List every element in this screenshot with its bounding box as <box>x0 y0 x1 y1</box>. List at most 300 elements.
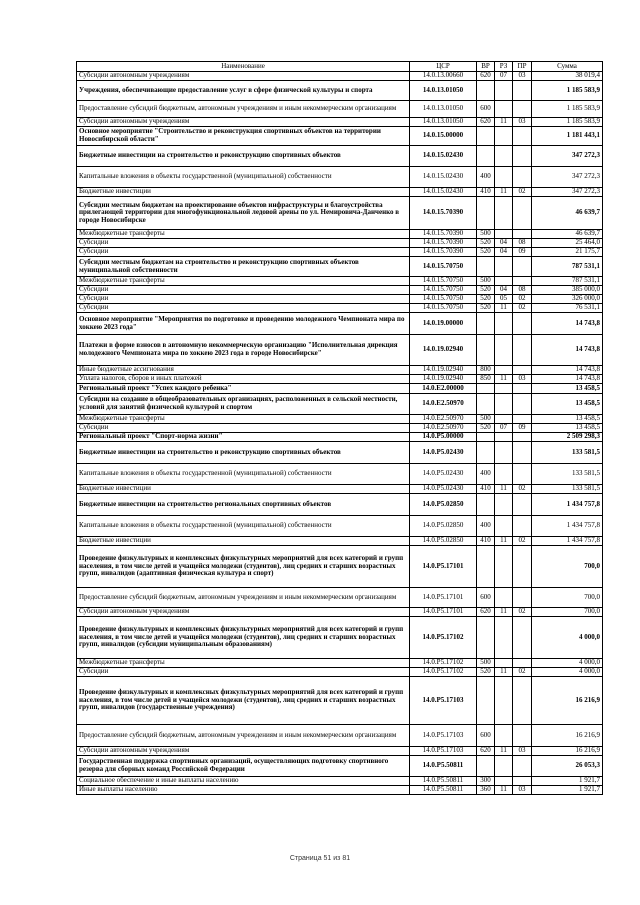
cell-vr <box>477 442 495 464</box>
cell-rz <box>495 415 513 424</box>
cell-vr: 620 <box>477 118 495 127</box>
cell-name: Бюджетные инвестиции <box>77 188 410 197</box>
cell-vr <box>477 433 495 442</box>
cell-name: Бюджетные инвестиции на строительство региональных спортивных объектов <box>77 494 410 516</box>
cell-vr <box>477 197 495 230</box>
table-row <box>77 756 603 777</box>
cell-pr <box>513 101 532 118</box>
cell-pr <box>513 677 532 725</box>
cell-pr <box>513 588 532 608</box>
cell-name: Предоставление субсидий бюджетным, автономным учреждениям и иным некоммерческим организациям <box>77 101 410 118</box>
cell-csr: 14.0.15.70750 <box>410 304 477 313</box>
cell-name: Межбюджетные трансферты <box>77 415 410 424</box>
cell-vr: 850 <box>477 375 495 384</box>
cell-name: Субсидии автономным учреждениям <box>77 747 410 756</box>
cell-vr: 410 <box>477 188 495 197</box>
table-row <box>77 415 603 424</box>
cell-name: Субсидии <box>77 286 410 295</box>
cell-pr: 02 <box>513 485 532 494</box>
table-row <box>77 118 603 127</box>
cell-rz <box>495 617 513 659</box>
cell-csr: 14.0.13.00660 <box>410 72 477 81</box>
cell-sum: 1 434 757,8 <box>532 537 603 546</box>
cell-vr <box>477 756 495 777</box>
cell-vr: 400 <box>477 516 495 537</box>
cell-sum: 26 053,3 <box>532 756 603 777</box>
cell-vr: 600 <box>477 588 495 608</box>
cell-name: Предоставление субсидий бюджетным, автономным учреждениям и иным некоммерческим организациям <box>77 725 410 747</box>
cell-vr: 520 <box>477 295 495 304</box>
cell-csr: 14.0.P5.17103 <box>410 725 477 747</box>
cell-sum: 1 434 757,8 <box>532 516 603 537</box>
cell-sum: 1 181 443,1 <box>532 127 603 146</box>
cell-vr <box>477 146 495 167</box>
cell-vr: 520 <box>477 424 495 433</box>
cell-name: Субсидии автономным учреждениям <box>77 118 410 127</box>
cell-vr <box>477 494 495 516</box>
cell-vr: 620 <box>477 608 495 617</box>
cell-csr: 14.0.E2.50970 <box>410 394 477 415</box>
cell-pr: 02 <box>513 608 532 617</box>
cell-pr <box>513 415 532 424</box>
cell-name: Бюджетные инвестиции <box>77 537 410 546</box>
cell-vr: 520 <box>477 668 495 677</box>
cell-name: Проведение физкультурных и комплексных физкультурных мероприятий для всех категорий и групп населения, в том числе детей и учащейся молодежи (студентов), лиц средних и старших возрастных групп, инвалидов (государственные учреждения) <box>77 677 410 725</box>
table-row <box>77 433 603 442</box>
table-row <box>77 747 603 756</box>
cell-name: Субсидии <box>77 668 410 677</box>
cell-name: Предоставление субсидий бюджетным, автономным учреждениям и иным некоммерческим организациям <box>77 588 410 608</box>
cell-csr: 14.0.P5.17103 <box>410 677 477 725</box>
table-row <box>77 335 603 366</box>
cell-sum: 133 581,5 <box>532 485 603 494</box>
cell-rz: 11 <box>495 786 513 795</box>
cell-pr <box>513 442 532 464</box>
cell-csr: 14.0.19.02940 <box>410 366 477 375</box>
cell-sum: 787 531,1 <box>532 277 603 286</box>
cell-pr: 03 <box>513 118 532 127</box>
cell-sum: 385 000,0 <box>532 286 603 295</box>
cell-pr <box>513 725 532 747</box>
cell-sum: 700,0 <box>532 546 603 588</box>
cell-pr <box>513 335 532 366</box>
cell-rz: 11 <box>495 668 513 677</box>
cell-pr <box>513 394 532 415</box>
cell-sum: 16 216,9 <box>532 677 603 725</box>
table-row <box>77 248 603 257</box>
table-row <box>77 485 603 494</box>
cell-pr: 03 <box>513 786 532 795</box>
cell-csr: 14.0.P5.02850 <box>410 537 477 546</box>
table-row <box>77 366 603 375</box>
table-row <box>77 677 603 725</box>
cell-csr: 14.0.P5.50811 <box>410 786 477 795</box>
cell-sum: 326 000,0 <box>532 295 603 304</box>
cell-sum: 133 581,5 <box>532 442 603 464</box>
cell-rz: 11 <box>495 118 513 127</box>
cell-name: Субсидии автономным учреждениям <box>77 608 410 617</box>
cell-csr: 14.0.15.02430 <box>410 167 477 188</box>
cell-rz <box>495 394 513 415</box>
table-row <box>77 777 603 786</box>
cell-csr: 14.0.P5.50811 <box>410 756 477 777</box>
table-row <box>77 442 603 464</box>
cell-csr: 14.0.15.00000 <box>410 127 477 146</box>
cell-csr: 14.0.P5.17101 <box>410 608 477 617</box>
cell-sum: 1 185 583,9 <box>532 118 603 127</box>
cell-sum: 347 272,3 <box>532 188 603 197</box>
cell-rz <box>495 167 513 188</box>
cell-pr: 02 <box>513 295 532 304</box>
table-row <box>77 72 603 81</box>
cell-sum: 13 458,5 <box>532 384 603 394</box>
cell-name: Уплата налогов, сборов и иных платежей <box>77 375 410 384</box>
cell-name: Бюджетные инвестиции на строительство и реконструкцию спортивных объектов <box>77 146 410 167</box>
table-row <box>77 375 603 384</box>
cell-csr: 14.0.P5.17101 <box>410 546 477 588</box>
cell-csr: 14.0.P5.17102 <box>410 659 477 668</box>
cell-name: Государственная поддержка спортивных организаций, осуществляющих подготовку спортивного резерва для сборных команд Российской Федерации <box>77 756 410 777</box>
cell-rz <box>495 384 513 394</box>
cell-vr <box>477 81 495 101</box>
cell-sum: 1 921,7 <box>532 777 603 786</box>
cell-vr <box>477 617 495 659</box>
table-row <box>77 659 603 668</box>
cell-pr: 03 <box>513 72 532 81</box>
cell-name: Субсидии местным бюджетам на проектирование объектов инфраструктуры и благоустройства прилегающей территории для многофункциональной ледовой арены по ул. Немировича-Данченко в городе Новосибирске <box>77 197 410 230</box>
cell-csr: 14.0.15.70750 <box>410 295 477 304</box>
cell-vr <box>477 127 495 146</box>
cell-name: Иные выплаты населению <box>77 786 410 795</box>
table-row <box>77 277 603 286</box>
table-row <box>77 546 603 588</box>
cell-pr: 02 <box>513 188 532 197</box>
cell-rz <box>495 197 513 230</box>
cell-pr <box>513 127 532 146</box>
cell-vr: 520 <box>477 286 495 295</box>
cell-sum: 4 000,0 <box>532 659 603 668</box>
cell-rz <box>495 464 513 485</box>
cell-rz: 11 <box>495 188 513 197</box>
cell-csr: 14.0.P5.02850 <box>410 516 477 537</box>
cell-sum: 347 272,3 <box>532 146 603 167</box>
cell-vr <box>477 677 495 725</box>
cell-vr: 600 <box>477 101 495 118</box>
cell-pr <box>513 167 532 188</box>
header-sum: Сумма <box>532 62 603 72</box>
cell-rz <box>495 101 513 118</box>
page-number: Страница 51 из 81 <box>289 855 351 862</box>
cell-name: Субсидии <box>77 424 410 433</box>
cell-sum: 787 531,1 <box>532 257 603 277</box>
cell-rz <box>495 546 513 588</box>
cell-name: Учреждения, обеспечивающие предоставление услуг в сфере физической культуры и спорта <box>77 81 410 101</box>
cell-rz <box>495 81 513 101</box>
cell-rz: 04 <box>495 239 513 248</box>
cell-sum: 4 000,0 <box>532 617 603 659</box>
cell-rz: 11 <box>495 747 513 756</box>
header-vr: ВР <box>477 62 495 72</box>
header-name: Наименование <box>77 62 410 72</box>
cell-name: Межбюджетные трансферты <box>77 659 410 668</box>
cell-name: Региональный проект "Успех каждого ребенка" <box>77 384 410 394</box>
cell-vr <box>477 257 495 277</box>
cell-name: Межбюджетные трансферты <box>77 230 410 239</box>
cell-rz <box>495 335 513 366</box>
cell-csr: 14.0.15.02430 <box>410 188 477 197</box>
cell-csr: 14.0.15.70390 <box>410 197 477 230</box>
cell-sum: 76 531,1 <box>532 304 603 313</box>
cell-sum: 14 743,8 <box>532 366 603 375</box>
cell-name: Субсидии местным бюджетам на строительство и реконструкцию спортивных объектов муниципальной собственности <box>77 257 410 277</box>
cell-csr: 14.0.P5.17101 <box>410 588 477 608</box>
table-row <box>77 230 603 239</box>
cell-name: Платежи в форме взносов в автономную некоммерческую организацию "Исполнительная дирекция молодежного Чемпионата мира по хоккею 2023 года в городе Новосибирске" <box>77 335 410 366</box>
header-pr: ПР <box>513 62 532 72</box>
table-row <box>77 167 603 188</box>
cell-sum: 1 921,7 <box>532 786 603 795</box>
cell-pr <box>513 384 532 394</box>
cell-csr: 14.0.P5.02430 <box>410 464 477 485</box>
cell-pr: 08 <box>513 286 532 295</box>
cell-vr: 410 <box>477 537 495 546</box>
cell-name: Субсидии <box>77 295 410 304</box>
cell-sum: 4 000,0 <box>532 668 603 677</box>
cell-sum: 133 581,5 <box>532 464 603 485</box>
cell-rz <box>495 257 513 277</box>
cell-vr: 360 <box>477 786 495 795</box>
table-row <box>77 384 603 394</box>
table-row <box>77 494 603 516</box>
cell-csr: 14.0.E2.50970 <box>410 424 477 433</box>
cell-sum: 21 175,7 <box>532 248 603 257</box>
cell-pr <box>513 197 532 230</box>
cell-rz <box>495 146 513 167</box>
cell-csr: 14.0.P5.17102 <box>410 617 477 659</box>
cell-csr: 14.0.19.02940 <box>410 335 477 366</box>
cell-vr <box>477 394 495 415</box>
table-row <box>77 464 603 485</box>
table-row <box>77 257 603 277</box>
cell-sum: 25 464,0 <box>532 239 603 248</box>
table-row <box>77 101 603 118</box>
cell-rz <box>495 494 513 516</box>
cell-name: Проведение физкультурных и комплексных физкультурных мероприятий для всех категорий и групп населения, в том числе детей и учащейся молодежи (студентов), лиц средних и старших возрастных групп, инвалидов (субсидии муниципальным образованиям) <box>77 617 410 659</box>
cell-pr <box>513 659 532 668</box>
table-row <box>77 313 603 335</box>
cell-name: Субсидии <box>77 248 410 257</box>
cell-vr <box>477 313 495 335</box>
cell-name: Субсидии <box>77 304 410 313</box>
cell-vr: 620 <box>477 72 495 81</box>
cell-rz <box>495 277 513 286</box>
table-row <box>77 424 603 433</box>
cell-rz: 05 <box>495 295 513 304</box>
cell-pr <box>513 494 532 516</box>
table-row <box>77 127 603 146</box>
cell-pr <box>513 81 532 101</box>
cell-pr <box>513 146 532 167</box>
table-row <box>77 537 603 546</box>
cell-pr <box>513 366 532 375</box>
cell-csr: 14.0.E2.00000 <box>410 384 477 394</box>
cell-rz: 11 <box>495 537 513 546</box>
cell-sum: 14 743,8 <box>532 335 603 366</box>
table-row <box>77 197 603 230</box>
cell-csr: 14.0.15.70750 <box>410 257 477 277</box>
cell-name: Капитальные вложения в объекты государственной (муниципальной) собственности <box>77 464 410 485</box>
cell-sum: 347 272,3 <box>532 167 603 188</box>
budget-table <box>76 61 603 795</box>
cell-vr: 500 <box>477 415 495 424</box>
table-row <box>77 81 603 101</box>
cell-rz <box>495 230 513 239</box>
cell-name: Капитальные вложения в объекты государственной (муниципальной) собственности <box>77 516 410 537</box>
cell-vr <box>477 546 495 588</box>
cell-csr: 14.0.P5.50811 <box>410 777 477 786</box>
cell-rz: 11 <box>495 304 513 313</box>
table-row <box>77 304 603 313</box>
cell-pr <box>513 230 532 239</box>
table-row <box>77 394 603 415</box>
cell-vr: 500 <box>477 659 495 668</box>
cell-vr: 410 <box>477 485 495 494</box>
cell-csr: 14.0.P5.17103 <box>410 747 477 756</box>
cell-csr: 14.0.13.01050 <box>410 118 477 127</box>
cell-pr <box>513 433 532 442</box>
cell-csr: 14.0.15.70390 <box>410 248 477 257</box>
cell-vr <box>477 335 495 366</box>
cell-pr <box>513 617 532 659</box>
cell-pr <box>513 257 532 277</box>
table-row <box>77 286 603 295</box>
cell-rz <box>495 777 513 786</box>
cell-rz: 07 <box>495 72 513 81</box>
cell-rz <box>495 725 513 747</box>
cell-name: Бюджетные инвестиции на строительство и реконструкцию спортивных объектов <box>77 442 410 464</box>
cell-name: Проведение физкультурных и комплексных физкультурных мероприятий для всех категорий и групп населения, в том числе детей и учащейся молодежи (студентов), лиц средних и старших возрастных групп, инвалидов (адаптивная физическая культура и спорт) <box>77 546 410 588</box>
cell-rz <box>495 756 513 777</box>
cell-sum: 16 216,9 <box>532 725 603 747</box>
cell-rz: 11 <box>495 608 513 617</box>
cell-vr: 600 <box>477 725 495 747</box>
table-row <box>77 617 603 659</box>
cell-pr: 08 <box>513 239 532 248</box>
cell-rz: 07 <box>495 424 513 433</box>
cell-pr <box>513 313 532 335</box>
header-rz: РЗ <box>495 62 513 72</box>
table-header-row <box>77 62 603 72</box>
cell-csr: 14.0.15.70390 <box>410 230 477 239</box>
table-body <box>77 72 603 795</box>
cell-vr: 400 <box>477 167 495 188</box>
cell-rz: 04 <box>495 286 513 295</box>
cell-sum: 2 509 298,3 <box>532 433 603 442</box>
cell-name: Межбюджетные трансферты <box>77 277 410 286</box>
cell-sum: 13 458,5 <box>532 415 603 424</box>
cell-name: Субсидии <box>77 239 410 248</box>
cell-vr: 620 <box>477 747 495 756</box>
cell-sum: 13 458,5 <box>532 424 603 433</box>
cell-pr <box>513 516 532 537</box>
cell-rz <box>495 516 513 537</box>
cell-pr <box>513 546 532 588</box>
cell-pr: 02 <box>513 668 532 677</box>
table-row <box>77 588 603 608</box>
cell-vr: 500 <box>477 230 495 239</box>
cell-csr: 14.0.15.02430 <box>410 146 477 167</box>
cell-vr <box>477 384 495 394</box>
cell-name: Основное мероприятие "Мероприятия по подготовке и проведению молодежного Чемпионата мира по хоккею 2023 года" <box>77 313 410 335</box>
cell-sum: 700,0 <box>532 588 603 608</box>
cell-sum: 14 743,8 <box>532 313 603 335</box>
cell-vr: 400 <box>477 464 495 485</box>
cell-rz <box>495 442 513 464</box>
cell-rz <box>495 659 513 668</box>
cell-sum: 13 458,5 <box>532 394 603 415</box>
header-csr: ЦСР <box>410 62 477 72</box>
cell-csr: 14.0.P5.02430 <box>410 485 477 494</box>
cell-csr: 14.0.P5.00000 <box>410 433 477 442</box>
cell-csr: 14.0.P5.02850 <box>410 494 477 516</box>
cell-pr: 03 <box>513 375 532 384</box>
table-row <box>77 188 603 197</box>
cell-csr: 14.0.15.70750 <box>410 277 477 286</box>
cell-sum: 16 216,9 <box>532 747 603 756</box>
cell-csr: 14.0.19.02940 <box>410 375 477 384</box>
cell-sum: 700,0 <box>532 608 603 617</box>
table-row <box>77 608 603 617</box>
cell-sum: 46 639,7 <box>532 197 603 230</box>
table-row <box>77 725 603 747</box>
cell-name: Социальное обеспечение и иные выплаты населению <box>77 777 410 786</box>
cell-rz <box>495 677 513 725</box>
table-row <box>77 146 603 167</box>
cell-vr: 520 <box>477 239 495 248</box>
cell-vr: 520 <box>477 248 495 257</box>
cell-name: Иные бюджетные ассигнования <box>77 366 410 375</box>
cell-csr: 14.0.13.01050 <box>410 81 477 101</box>
cell-name: Субсидии на создание в общеобразовательных организациях, расположенных в сельской местности, условий для занятий физической культурой и спортом <box>77 394 410 415</box>
cell-pr <box>513 277 532 286</box>
cell-pr: 09 <box>513 424 532 433</box>
cell-sum: 1 185 583,9 <box>532 101 603 118</box>
cell-csr: 14.0.13.01050 <box>410 101 477 118</box>
cell-name: Субсидии автономным учреждениям <box>77 72 410 81</box>
cell-sum: 1 185 583,9 <box>532 81 603 101</box>
cell-rz <box>495 366 513 375</box>
cell-vr: 520 <box>477 304 495 313</box>
cell-csr: 14.0.19.00000 <box>410 313 477 335</box>
table-row <box>77 786 603 795</box>
cell-vr: 300 <box>477 777 495 786</box>
cell-pr: 03 <box>513 747 532 756</box>
cell-csr: 14.0.E2.50970 <box>410 415 477 424</box>
cell-rz: 04 <box>495 248 513 257</box>
cell-csr: 14.0.15.70750 <box>410 286 477 295</box>
cell-csr: 14.0.P5.02430 <box>410 442 477 464</box>
cell-sum: 38 019,4 <box>532 72 603 81</box>
table-row <box>77 668 603 677</box>
cell-name: Капитальные вложения в объекты государственной (муниципальной) собственности <box>77 167 410 188</box>
cell-vr: 800 <box>477 366 495 375</box>
cell-rz: 11 <box>495 485 513 494</box>
cell-pr: 02 <box>513 537 532 546</box>
cell-sum: 14 743,8 <box>532 375 603 384</box>
cell-csr: 14.0.15.70390 <box>410 239 477 248</box>
cell-rz <box>495 313 513 335</box>
table-row <box>77 295 603 304</box>
